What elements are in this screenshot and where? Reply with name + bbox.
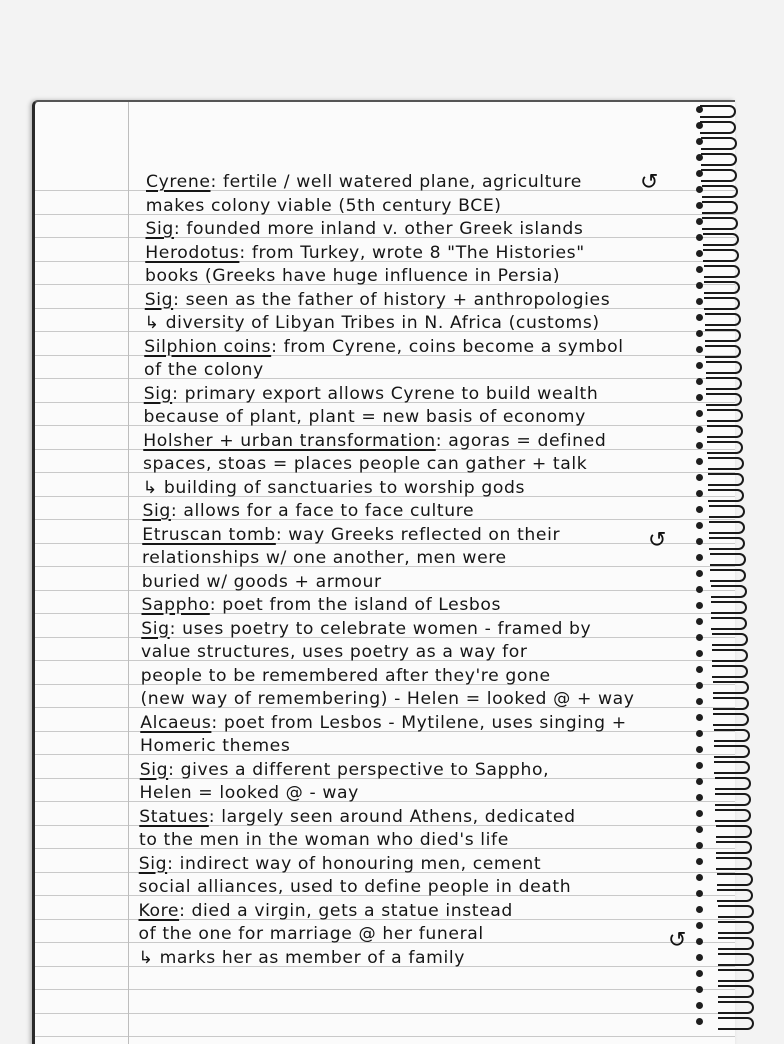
note-line — [140, 783, 359, 803]
note-line — [143, 454, 587, 474]
note-line — [145, 290, 611, 310]
note-text: : from Turkey, wrote 8 "The Histories" — [239, 242, 585, 263]
note-line — [146, 172, 582, 192]
note-line — [139, 807, 575, 827]
note-text: (new way of remembering) - Helen = looked @ + way — [140, 689, 635, 709]
note-text: makes colony viable (5th century BCE) — [145, 195, 502, 216]
note-text: : died a virgin, gets a statue instead — [179, 900, 513, 921]
note-line — [139, 854, 542, 874]
note-text: because of plant, plant = new basis of economy — [143, 407, 586, 427]
note-line — [143, 501, 475, 521]
significance-label: Sig — [145, 219, 174, 239]
note-line — [142, 525, 560, 545]
note-line — [145, 266, 560, 286]
note-text: : poet from Lesbos - Mytilene, uses singing + — [211, 712, 627, 733]
note-line — [142, 572, 382, 592]
term-label: Etruscan tomb — [142, 524, 276, 545]
note-line — [145, 243, 584, 263]
note-text: : allows for a face to face culture — [170, 501, 475, 521]
note-line — [139, 924, 484, 944]
term-label: Silphion coins — [144, 336, 272, 357]
significance-label: Sig — [142, 501, 171, 521]
note-text: to the men in the woman who died's life — [139, 830, 509, 850]
page-corner-curl-icon: ↺ — [648, 528, 667, 553]
term-label: Alcaeus — [140, 712, 212, 733]
note-line — [145, 313, 600, 333]
note-text: ↳ building of sanctuaries to worship gods — [142, 477, 526, 498]
term-label: Cyrene — [146, 172, 211, 192]
term-label: Holsher + urban transformation — [143, 430, 436, 451]
significance-label: Sig — [139, 759, 169, 780]
note-text: : way Greeks reflected on their — [275, 524, 561, 545]
note-line — [142, 548, 507, 568]
note-line — [143, 431, 606, 451]
note-text: : seen as the father of history + anthropologies — [173, 289, 611, 310]
note-line — [141, 642, 528, 662]
note-text: : indirect way of honouring men, cement — [167, 853, 542, 874]
term-label: Kore — [138, 900, 180, 921]
note-text: : poet from the island of Lesbos — [209, 595, 502, 615]
note-line — [144, 407, 586, 427]
note-text: ↳ marks her as member of a family — [138, 947, 465, 968]
note-line — [144, 360, 264, 380]
note-line — [144, 337, 623, 357]
term-label: Statues — [139, 806, 209, 827]
note-text: spaces, stoas = places people can gather + talk — [143, 454, 588, 474]
significance-label: Sig — [141, 618, 170, 639]
significance-label: Sig — [138, 853, 168, 874]
note-text: : uses poetry to celebrate women - framed by — [169, 618, 592, 639]
note-text: buried w/ goods + armour — [141, 571, 382, 592]
note-text: people to be remembered after they're gone — [140, 665, 551, 686]
significance-label: Sig — [144, 289, 174, 310]
note-text: Helen = looked @ - way — [139, 783, 359, 803]
note-line — [139, 877, 572, 897]
term-label: Herodotus — [145, 242, 240, 263]
note-line — [141, 619, 591, 639]
note-text: : largely seen around Athens, dedicated — [208, 806, 576, 827]
significance-label: Sig — [143, 383, 173, 404]
note-line — [140, 736, 290, 756]
page-corner-curl-icon: ↺ — [668, 928, 687, 953]
note-line — [139, 830, 509, 850]
note-text: : from Cyrene, coins become a symbol — [271, 336, 624, 357]
note-text: Homeric themes — [140, 736, 291, 756]
term-label: Sappho — [141, 595, 210, 615]
note-text: of the colony — [144, 360, 264, 380]
note-text: of the one for marriage @ her funeral — [138, 924, 484, 944]
page-corner-curl-icon: ↺ — [640, 170, 659, 195]
note-text: : fertile / well watered plane, agriculture — [210, 172, 582, 192]
note-line — [139, 948, 465, 968]
note-text: value structures, uses poetry as a way for — [141, 642, 528, 662]
note-line — [141, 666, 551, 686]
note-line — [140, 713, 626, 733]
note-text: books (Greeks have huge influence in Persia) — [145, 266, 561, 286]
note-text: : primary export allows Cyrene to build wealth — [172, 383, 599, 404]
note-text: : gives a different perspective to Sappho, — [168, 759, 550, 780]
note-line — [141, 689, 635, 709]
note-text: relationships w/ one another, men were — [142, 548, 507, 568]
note-line — [146, 219, 584, 239]
note-text: ↳ diversity of Libyan Tribes in N. Africa (customs) — [144, 313, 600, 333]
note-line — [139, 901, 513, 921]
note-text: social alliances, used to define people in death — [138, 877, 572, 897]
note-line — [146, 196, 502, 216]
note-line — [143, 478, 525, 498]
note-text: : founded more inland v. other Greek islands — [173, 219, 584, 239]
note-line — [144, 384, 599, 404]
note-line — [142, 595, 502, 615]
note-line — [140, 760, 549, 780]
note-text: : agoras = defined — [435, 430, 607, 451]
